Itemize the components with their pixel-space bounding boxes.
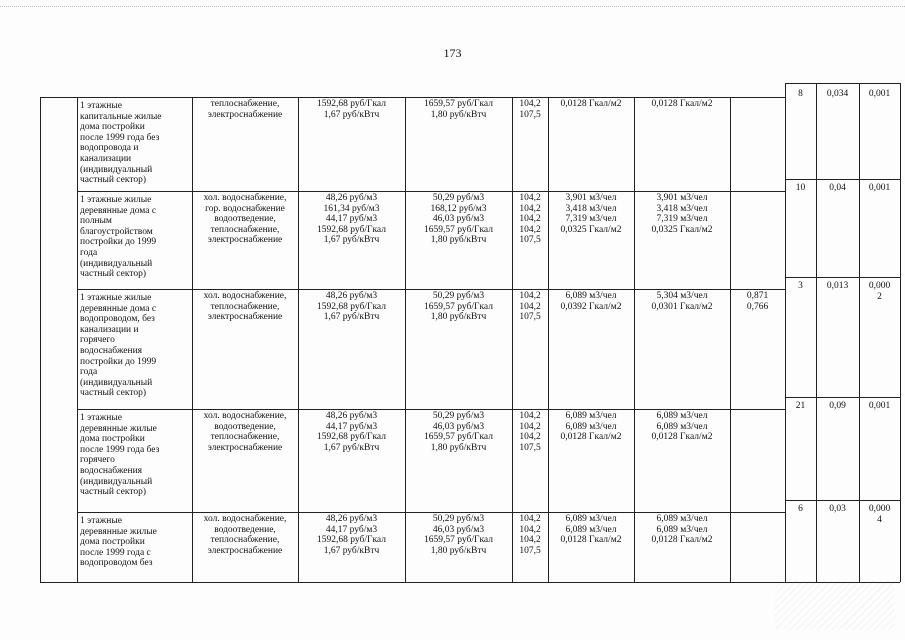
table-cell-services: хол. водоснабжение, водоотведение, теплоснабжение, электроснабжение — [203, 514, 287, 556]
table-row-rule — [77, 512, 785, 513]
table-cell-norm-2: 6,089 м3/чел 6,089 м3/чел 0,0128 Гкал/м2 — [651, 514, 713, 546]
table-cell-tariff-2: 50,29 руб/м3 46,03 руб/м3 1659,57 руб/Гкал 1,80 руб/кВтч — [424, 411, 493, 453]
table-cell-category: 1 этажные капитальные жилые дома постройки после 1999 года без водопровода и канализации (индивидуальный частный сектор) — [80, 101, 162, 186]
table-cell-tariff-2: 1659,57 руб/Гкал 1,80 руб/кВтч — [424, 99, 493, 120]
table-row-rule — [77, 409, 785, 410]
table-cell-coef — [733, 411, 782, 516]
table-cell-category: 1 этажные деревянные жилые дома постройки после 1999 года без горячего водоснабжения (индивидуальный частный сектор) — [80, 413, 160, 498]
table-column-rule — [40, 97, 41, 582]
table-column-rule — [548, 97, 549, 582]
table-cell-norm-2: 5,304 м3/чел 0,0301 Гкал/м2 — [651, 291, 713, 312]
table-row-rule — [785, 500, 900, 501]
table-cell-norm-2: 6,089 м3/чел 6,089 м3/чел 0,0128 Гкал/м2 — [651, 411, 713, 443]
table-cell-last: 0,001 — [868, 89, 891, 99]
table-cell-count: 6 — [798, 504, 803, 514]
table-cell-coef — [733, 514, 782, 582]
table-cell-count: 21 — [795, 401, 806, 411]
table-column-rule — [512, 97, 513, 582]
table-cell-norm-1: 6,089 м3/чел 0,0392 Гкал/м2 — [560, 291, 622, 312]
table-cell-share: 0,03 — [829, 504, 846, 514]
table-cell-tariff-2: 50,29 руб/м3 46,03 руб/м3 1659,57 руб/Гкал 1,80 руб/кВтч — [424, 514, 493, 556]
table-cell-services: хол. водоснабжение, гор. водоснабжение водоотведение, теплоснабжение, электроснабжение — [203, 193, 287, 246]
table-cell-norm-1: 6,089 м3/чел 6,089 м3/чел 0,0128 Гкал/м2 — [560, 411, 622, 443]
table-cell-tariff-1: 48,26 руб/м3 161,34 руб/м3 44,17 руб/м3 1592,68 руб/Гкал 1,67 руб/кВтч — [317, 193, 386, 246]
table-cell-tariff-1: 48,26 руб/м3 44,17 руб/м3 1592,68 руб/Гкал 1,67 руб/кВтч — [317, 411, 386, 453]
table-column-rule — [298, 97, 299, 582]
table-column-rule — [859, 83, 860, 582]
table-cell-index: 104,2 104,2 104,2 104,2 107,5 — [519, 193, 541, 246]
table-cell-services: хол. водоснабжение, водоотведение, теплоснабжение, электроснабжение — [203, 411, 287, 453]
table-cell-last: 0,001 — [868, 401, 891, 411]
table-cell-last: 0,000 4 — [868, 504, 891, 525]
table-cell-category: 1 этажные деревянные жилые дома постройки после 1999 года с водопроводом без — [80, 516, 157, 569]
table-cell-share: 0,04 — [829, 183, 846, 193]
table-column-rule — [785, 83, 786, 582]
scan-noise — [775, 580, 895, 630]
table-column-rule — [405, 97, 406, 582]
table-cell-tariff-1: 1592,68 руб/Гкал 1,67 руб/кВтч — [317, 99, 386, 120]
table-cell-norm-1: 3,901 м3/чел 3,418 м3/чел 7,319 м3/чел 0,0325 Гкал/м2 — [560, 193, 622, 235]
table-row-rule — [785, 277, 900, 278]
table-cell-coef: 0,871 0,766 — [746, 291, 769, 312]
table-cell-norm-2: 3,901 м3/чел 3,418 м3/чел 7,319 м3/чел 0,0325 Гкал/м2 — [651, 193, 713, 235]
table-cell-tariff-2: 50,29 руб/м3 1659,57 руб/Гкал 1,80 руб/кВтч — [424, 291, 493, 323]
table-cell-norm-2: 0,0128 Гкал/м2 — [651, 99, 713, 109]
table-cell-category: 1 этажные жилые деревянные дома с водопроводом, без канализации и горячего водоснабжения постройки до 1999 года (индивидуальный частный сектор) — [80, 293, 157, 399]
table-cell-tariff-1: 48,26 руб/м3 44,17 руб/м3 1592,68 руб/Гкал 1,67 руб/кВтч — [317, 514, 386, 556]
table-row-rule — [40, 97, 785, 98]
table-cell-index: 104,2 104,2 104,2 107,5 — [519, 411, 541, 453]
table-column-rule — [634, 97, 635, 582]
table-cell-category: 1 этажные жилые деревянные дома с полным благоустройством постройки до 1999 года (индивидуальный частный сектор) — [80, 195, 157, 280]
table-cell-share: 0,013 — [826, 281, 849, 291]
table-cell-share: 0,034 — [826, 89, 849, 99]
table-cell-norm-1: 6,089 м3/чел 6,089 м3/чел 0,0128 Гкал/м2 — [560, 514, 622, 546]
table-cell-coef — [733, 99, 782, 195]
table-cell-tariff-2: 50,29 руб/м3 168,12 руб/м3 46,03 руб/м3 1659,57 руб/Гкал 1,80 руб/кВтч — [424, 193, 493, 246]
table-column-rule — [730, 97, 731, 582]
table-cell-share: 0,09 — [829, 401, 846, 411]
table-row-rule — [77, 289, 785, 290]
table-cell-index: 104,2 104,2 104,2 107,5 — [519, 514, 541, 556]
table-cell-count: 3 — [798, 281, 803, 291]
table-cell-index: 104,2 104,2 107,5 — [519, 291, 541, 323]
table-column-rule — [192, 97, 193, 582]
table-column-rule — [816, 83, 817, 582]
table-row-rule — [77, 191, 785, 192]
table-cell-services: хол. водоснабжение, теплоснабжение, электроснабжение — [203, 291, 287, 323]
table-row-rule — [785, 397, 900, 398]
table-cell-tariff-1: 48,26 руб/м3 1592,68 руб/Гкал 1,67 руб/кВтч — [317, 291, 386, 323]
table-cell-services: теплоснабжение, электроснабжение — [207, 99, 283, 120]
table-cell-last: 0,001 — [868, 183, 891, 193]
table-cell-count: 8 — [798, 89, 803, 99]
table-cell-last: 0,000 2 — [868, 281, 891, 302]
table-column-rule — [900, 83, 901, 582]
table-row-rule — [785, 83, 900, 84]
table-column-rule — [77, 97, 78, 582]
table-row-rule — [785, 179, 900, 180]
table-cell-index: 104,2 107,5 — [519, 99, 541, 120]
table-cell-count: 10 — [795, 183, 806, 193]
table-cell-coef — [733, 193, 782, 291]
table-cell-norm-1: 0,0128 Гкал/м2 — [560, 99, 622, 109]
page-number: 173 — [443, 46, 462, 60]
